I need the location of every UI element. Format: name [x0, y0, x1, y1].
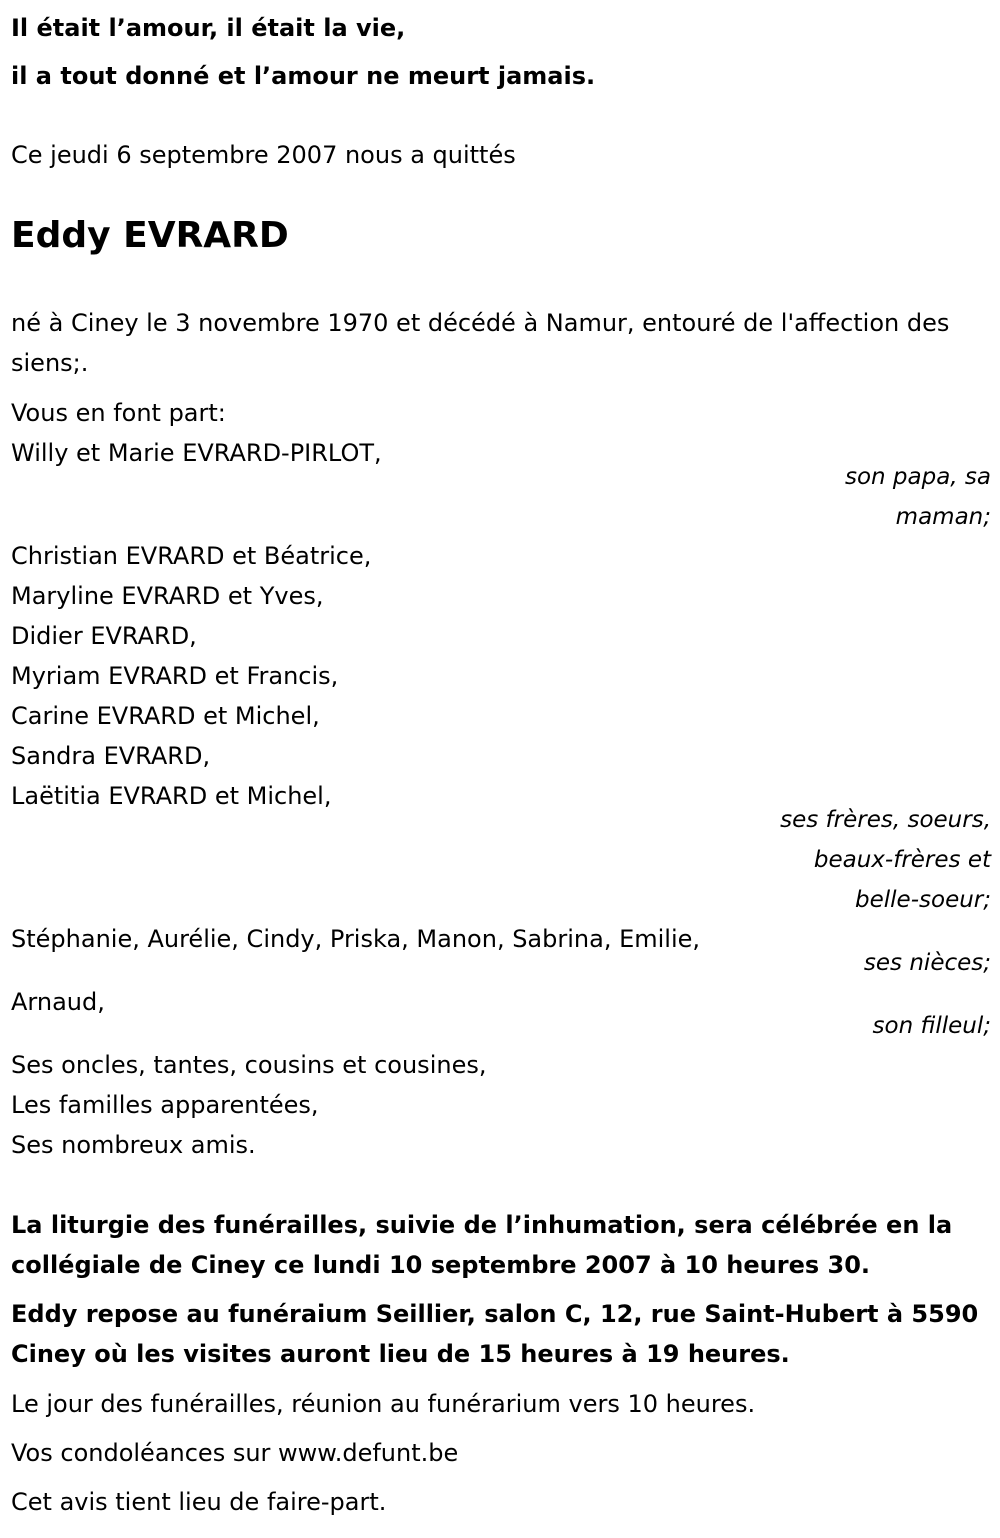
condolences-info: Vos condoléances sur www.defunt.be — [11, 1439, 459, 1467]
others-line: Ses oncles, tantes, cousins et cousines, — [11, 1051, 487, 1079]
sibling-line: Laëtitia EVRARD et Michel, — [11, 782, 332, 810]
godson-name: Arnaud, — [11, 988, 105, 1016]
others-line: Ses nombreux amis. — [11, 1131, 256, 1159]
intro-line-1: Il était l’amour, il était la vie, — [11, 14, 406, 42]
repose-info: Eddy repose au funéraium Seillier, salon C, 12, rue Saint-Hubert à 5590 Ciney où les visites auront lieu de 15 heures à 19 heures. — [11, 1300, 979, 1368]
sibling-line: Didier EVRARD, — [11, 622, 197, 650]
sibling-line: Maryline EVRARD et Yves, — [11, 582, 324, 610]
announcement: Ce jeudi 6 septembre 2007 nous a quittés — [11, 141, 516, 169]
sibling-line: Carine EVRARD et Michel, — [11, 702, 320, 730]
parents-names: Willy et Marie EVRARD-PIRLOT, — [11, 439, 382, 467]
sibling-line: Christian EVRARD et Béatrice, — [11, 542, 372, 570]
part-intro: Vous en font part: — [11, 399, 226, 427]
sibling-line: Sandra EVRARD, — [11, 742, 211, 770]
deceased-name: Eddy EVRARD — [11, 215, 289, 256]
meeting-info: Le jour des funérailles, réunion au funérarium vers 10 heures. — [11, 1390, 756, 1418]
others-line: Les familles apparentées, — [11, 1091, 319, 1119]
notice-info: Cet avis tient lieu de faire-part. — [11, 1488, 387, 1516]
parents-relation: son papa, sa maman; — [844, 464, 991, 530]
godson-relation: son filleul; — [872, 1013, 991, 1039]
intro-line-2: il a tout donné et l’amour ne meurt jamais. — [11, 62, 596, 90]
nieces-names: Stéphanie, Aurélie, Cindy, Priska, Manon, Sabrina, Emilie, — [11, 925, 701, 953]
siblings-relation: ses frères, soeurs, beaux-frères et belle-soeur; — [780, 807, 991, 913]
funeral-info: La liturgie des funérailles, suivie de l’inhumation, sera célébrée en la collégiale de Ciney ce lundi 10 septembre 2007 à 10 heures 30. — [11, 1211, 953, 1279]
nieces-relation: ses nièces; — [863, 950, 991, 976]
birth-death-info: né à Ciney le 3 novembre 1970 et décédé à Namur, entouré de l'affection des siens;. — [11, 309, 950, 377]
sibling-line: Myriam EVRARD et Francis, — [11, 662, 339, 690]
